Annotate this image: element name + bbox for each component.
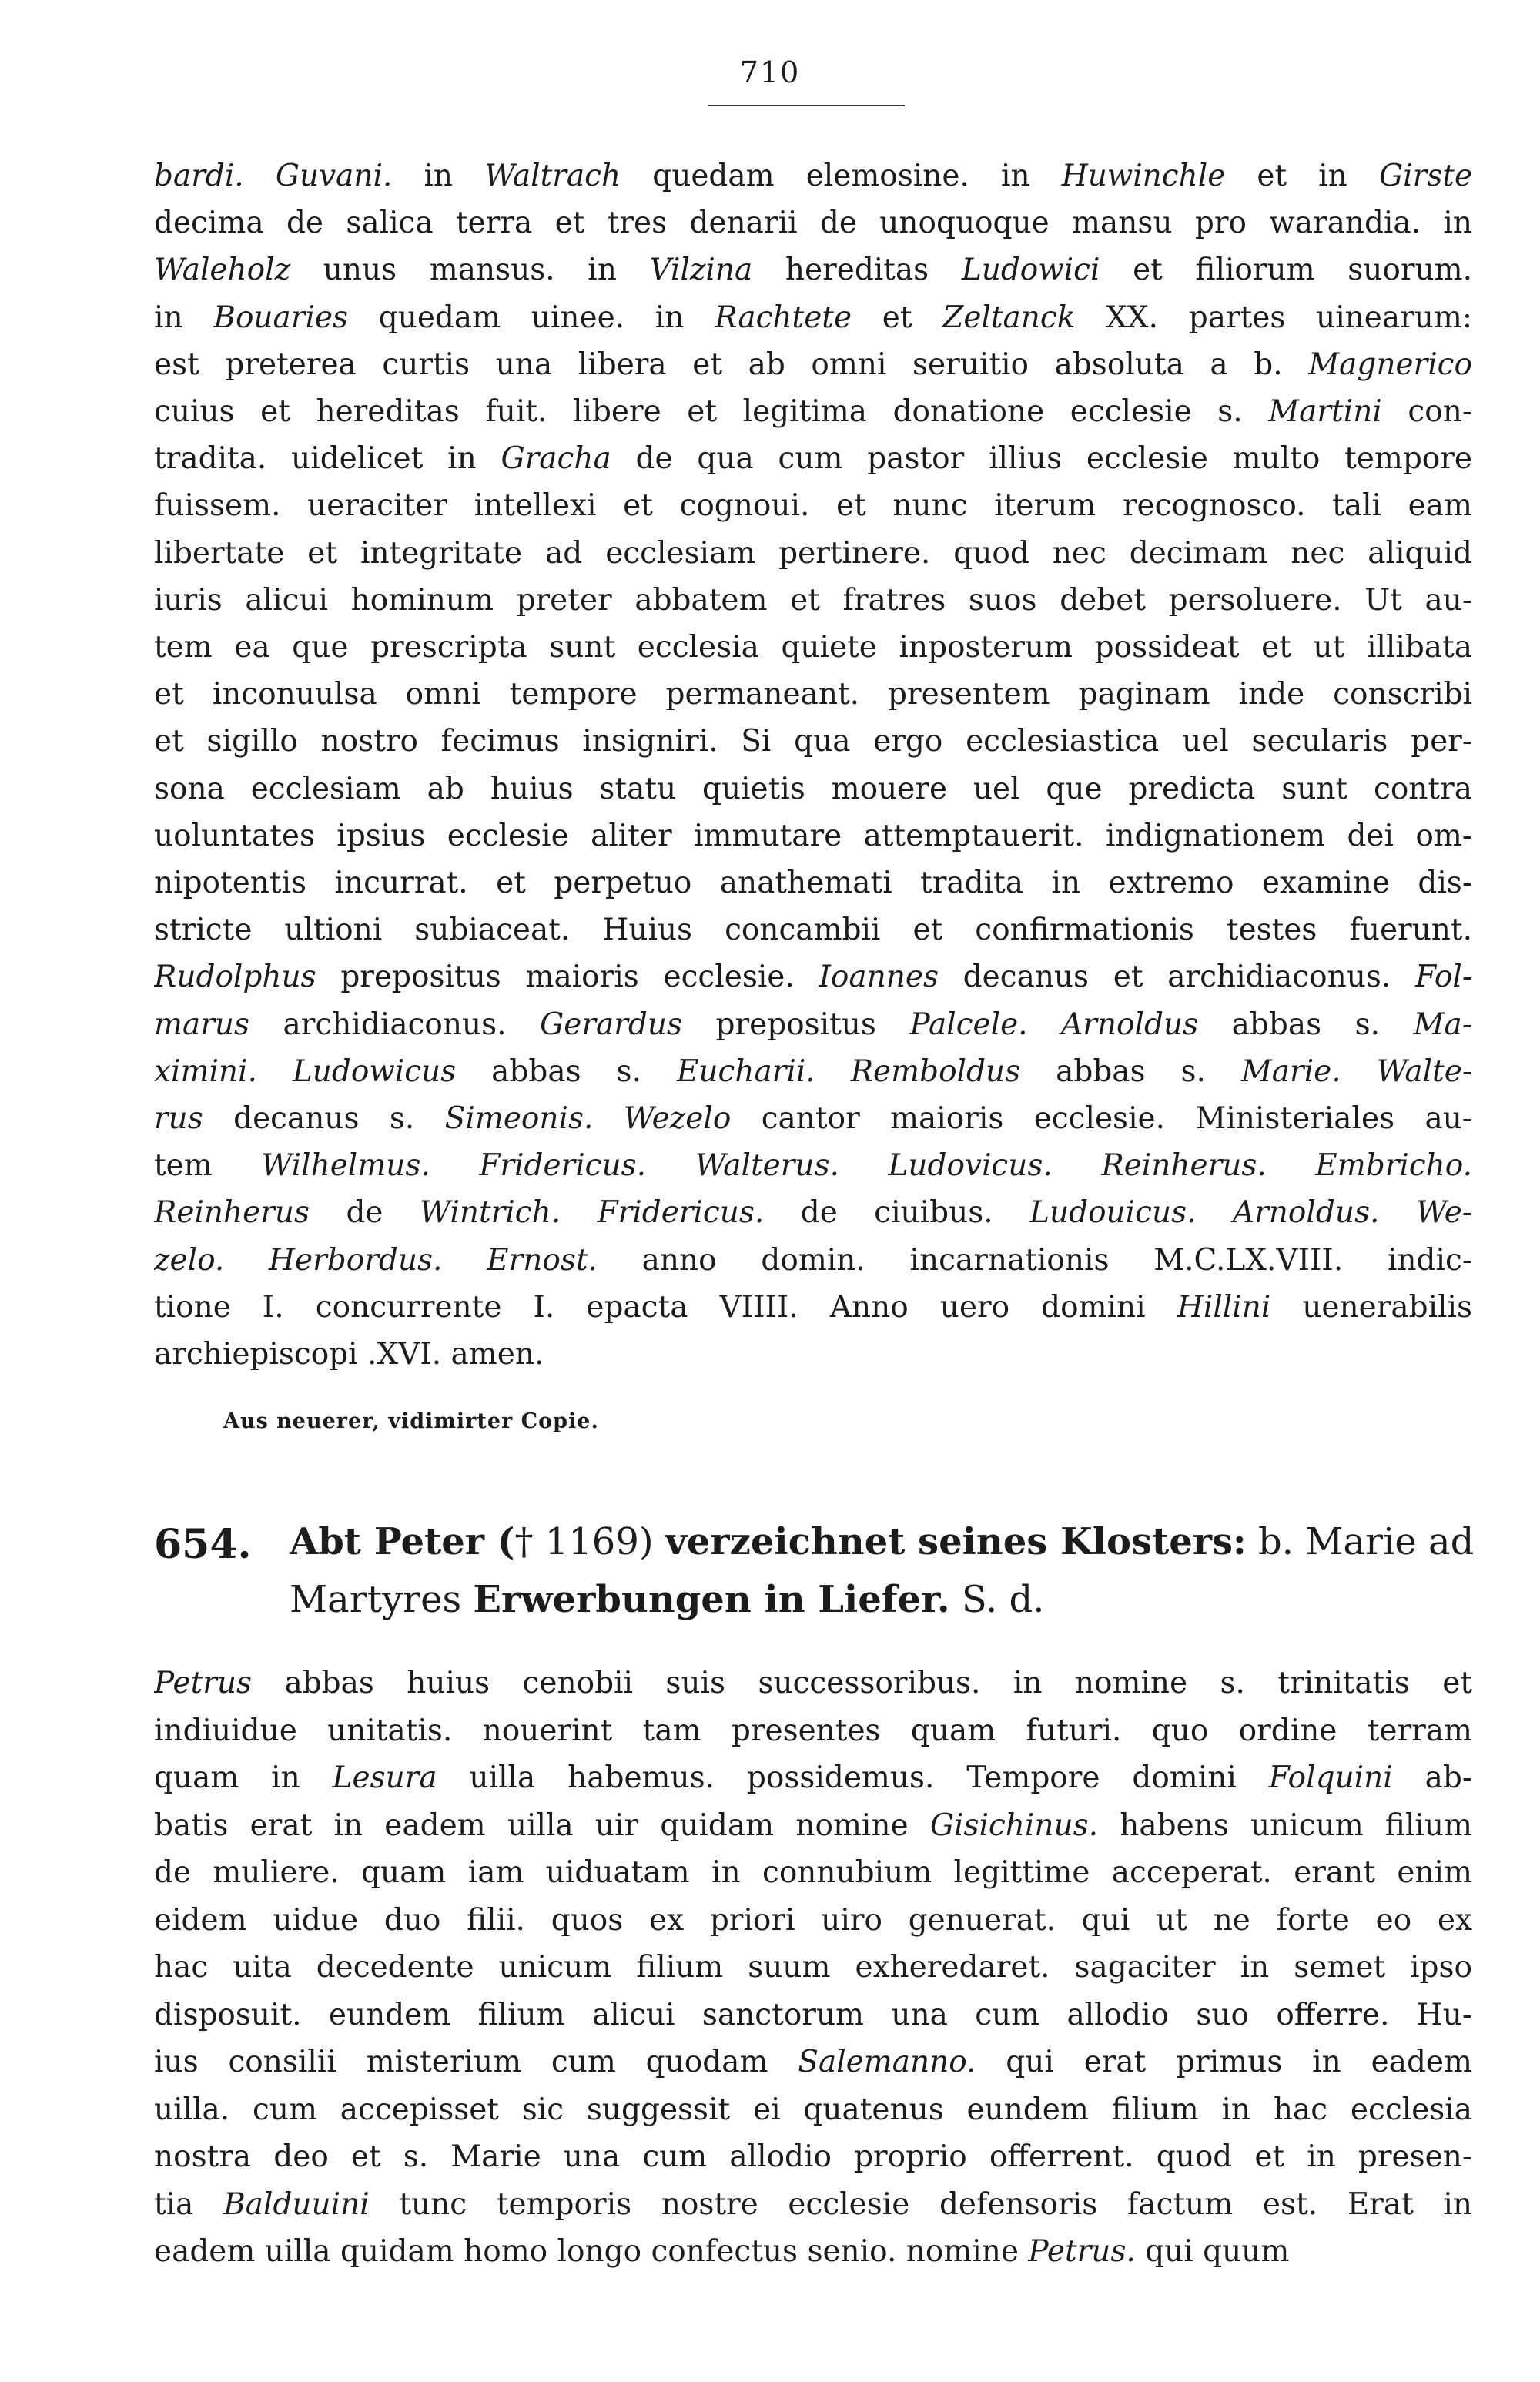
italic-name: Wilhelmus. xyxy=(261,1148,430,1184)
text-run: et filiorum suorum. xyxy=(1100,253,1472,288)
text-run: et xyxy=(852,300,943,335)
italic-name: Walte- xyxy=(1376,1054,1472,1089)
text-run: quedam elemosine. in xyxy=(621,159,1062,193)
italic-name: Girste xyxy=(1378,159,1472,193)
italic-name: We- xyxy=(1415,1195,1472,1231)
text-line xyxy=(154,2183,1472,2227)
text-line xyxy=(154,1945,1472,1990)
text-line xyxy=(154,1851,1472,1895)
italic-name: Ludovicus. xyxy=(888,1148,1053,1184)
text-line xyxy=(154,201,1472,246)
text-run: abbas s. xyxy=(1020,1054,1241,1089)
heading-line xyxy=(290,1573,1472,1626)
text-line xyxy=(154,154,1472,199)
text-run: qui quum xyxy=(1135,2234,1290,2269)
italic-name: Martini xyxy=(1268,394,1382,429)
text-run: habens unicum filium xyxy=(1098,1807,1472,1843)
text-line xyxy=(154,437,1472,481)
italic-name: Rachtete xyxy=(715,300,852,335)
text-run xyxy=(561,1195,597,1230)
text-run xyxy=(1341,1054,1377,1089)
italic-name: Arnoldus. xyxy=(1232,1195,1380,1231)
italic-name: Balduuini xyxy=(223,2186,370,2222)
italic-name: Fol- xyxy=(1414,960,1472,995)
text-run xyxy=(224,1243,269,1278)
text-run: prepositus maioris ecclesie. xyxy=(316,960,819,995)
italic-name: Reinherus. xyxy=(1101,1148,1267,1184)
italic-name: Guvani. xyxy=(275,159,393,193)
italic-name: Waleholz xyxy=(154,253,291,288)
text-run: cantor maioris ecclesie. Ministeriales au- xyxy=(731,1101,1472,1136)
text-run: quam in xyxy=(154,1761,333,1795)
text-run xyxy=(1028,1007,1062,1042)
text-line xyxy=(154,1709,1472,1754)
italic-name: Palcele. xyxy=(909,1007,1028,1042)
italic-name: Gisichinus. xyxy=(929,1807,1099,1843)
text-run xyxy=(430,1148,480,1183)
text-run: et in xyxy=(1225,159,1379,193)
italic-name: Ludouicus. xyxy=(1029,1195,1197,1231)
italic-name: Walterus. xyxy=(695,1148,839,1184)
italic-name: Wezelo xyxy=(623,1101,732,1136)
text-run: stricte ultioni subiaceat. Huius concambii et confirmationis testes fuerunt. xyxy=(154,913,1472,948)
text-run: quedam uinee. in xyxy=(348,300,715,335)
text-run: in xyxy=(154,300,214,335)
italic-name: bardi. xyxy=(154,159,276,193)
italic-name: Waltrach xyxy=(484,159,621,193)
text-run: est preterea curtis una libera et ab omni seruitio absoluta a b. xyxy=(154,347,1309,382)
page-number-rule xyxy=(708,105,905,106)
italic-name: Ludowicus xyxy=(292,1054,457,1089)
heading-fraktur-run: Erwerbungen in Liefer. xyxy=(473,1578,950,1621)
text-run xyxy=(646,1148,695,1183)
text-run xyxy=(593,1101,623,1136)
text-line xyxy=(154,343,1472,387)
italic-name: marus xyxy=(154,1007,250,1042)
text-run xyxy=(257,1054,293,1089)
heading-run: Martyres xyxy=(290,1578,474,1621)
text-run: de qua cum pastor illius ecclesie multo tempore xyxy=(611,441,1472,477)
text-run: unus mansus. in xyxy=(290,253,650,288)
text-run: de ciuibus. xyxy=(764,1195,1030,1231)
text-run: de muliere. quam iam uiduatam in connubium legittime acceperat. erant enim xyxy=(154,1855,1472,1890)
italic-name: Magnerico xyxy=(1308,347,1472,382)
text-line xyxy=(154,908,1472,953)
text-run: iuris alicui hominum preter abbatem et fratres suos debet persoluere. Ut au- xyxy=(154,582,1472,618)
text-run: tradita. uidelicet in xyxy=(154,441,501,477)
italic-name: Gracha xyxy=(500,441,611,477)
text-run: abbas huius cenobii suis successoribus. in nomine s. trinitatis et xyxy=(252,1666,1472,1700)
text-run: tem ea que prescripta sunt ecclesia quiete inposterum possideat et ut illibata xyxy=(154,630,1472,665)
text-run: uoluntates ipsius ecclesie aliter immutare attemptauerit. indignationem dei om- xyxy=(154,818,1472,853)
text-line xyxy=(154,955,1472,1000)
italic-name: Gerardus xyxy=(540,1007,682,1042)
text-line xyxy=(154,248,1472,293)
italic-name: ximini. xyxy=(154,1054,257,1089)
text-run: sona ecclesiam ab huius statu quietis mouere uel que predicta sunt contra xyxy=(154,771,1472,806)
italic-name: Ioannes xyxy=(819,960,939,995)
text-run: decanus et archidiaconus. xyxy=(938,960,1415,995)
italic-name: Folquini xyxy=(1268,1761,1393,1795)
italic-name: Ludowici xyxy=(961,253,1100,288)
italic-name: Fridericus. xyxy=(597,1195,765,1231)
text-run xyxy=(839,1148,889,1183)
text-line xyxy=(154,1804,1472,1848)
text-line xyxy=(154,1756,1472,1801)
text-line xyxy=(154,672,1472,717)
italic-name: Herbordus. xyxy=(269,1242,443,1278)
text-run: prepositus xyxy=(681,1007,910,1042)
italic-name: Ma- xyxy=(1413,1007,1472,1042)
text-line xyxy=(154,296,1472,340)
italic-name: Ernost. xyxy=(487,1242,598,1278)
italic-name: Petrus. xyxy=(1028,2234,1136,2269)
italic-name: Fridericus. xyxy=(479,1148,647,1184)
source-note: Aus neuerer, vidimirter Copie. xyxy=(223,1409,599,1433)
text-line xyxy=(154,1050,1472,1094)
heading-run: † 1169) xyxy=(514,1520,665,1563)
text-line xyxy=(154,1238,1472,1283)
text-line xyxy=(154,2230,1472,2274)
italic-name: Lesura xyxy=(332,1761,437,1795)
heading-fraktur-run: Abt Peter ( xyxy=(290,1520,515,1563)
text-run xyxy=(1379,1195,1415,1230)
text-line xyxy=(154,1332,1472,1377)
italic-name: Embricho. xyxy=(1315,1148,1472,1184)
text-run: ab- xyxy=(1392,1761,1472,1795)
text-run: tunc temporis nostre ecclesie defensoris factum est. Erat in xyxy=(369,2186,1472,2222)
text-run: et sigillo nostro fecimus insigniri. Si qua ergo ecclesiastica uel secularis per- xyxy=(154,724,1472,759)
text-run: disposuit. eundem filium alicui sanctorum una cum allodio suo offerre. Hu- xyxy=(154,1997,1472,2032)
italic-name: Bouaries xyxy=(213,300,349,335)
text-run: tione I. concurrente I. epacta VIIII. Anno uero domini xyxy=(154,1289,1177,1325)
heading-fraktur-run: verzeichnet seines Klosters: xyxy=(665,1520,1247,1563)
text-run xyxy=(1267,1148,1316,1183)
italic-name: Hillini xyxy=(1177,1289,1271,1325)
page-number: 710 xyxy=(739,55,801,89)
italic-name: Eucharii. xyxy=(676,1054,815,1089)
text-run: hereditas xyxy=(752,253,962,288)
italic-name: zelo. xyxy=(154,1242,225,1278)
text-line xyxy=(154,1661,1472,1706)
text-line xyxy=(154,767,1472,812)
text-run: archidiaconus. xyxy=(249,1007,541,1042)
text-line xyxy=(154,1144,1472,1188)
text-run: libertate et integritate ad ecclesiam pertinere. quod nec decimam nec aliquid xyxy=(154,535,1472,571)
italic-name: Petrus xyxy=(154,1666,253,1700)
text-line xyxy=(154,1097,1472,1141)
text-run: con- xyxy=(1381,394,1472,429)
text-line xyxy=(154,2135,1472,2179)
text-line xyxy=(154,814,1472,859)
italic-name: Reinherus xyxy=(154,1195,310,1231)
text-run: nipotentis incurrat. et perpetuo anathemati tradita in extremo examine dis- xyxy=(154,866,1472,900)
text-run: archiepiscopi .XVI. amen. xyxy=(154,1337,544,1372)
italic-name: Zeltanck xyxy=(942,300,1076,335)
text-run: tia xyxy=(154,2186,224,2222)
italic-name: Wintrich. xyxy=(419,1195,561,1231)
text-run: decima de salica terra et tres denarii de unoquoque mansu pro warandia. in xyxy=(154,206,1472,241)
text-run: abbas s. xyxy=(456,1054,677,1089)
text-line xyxy=(154,1285,1472,1330)
italic-name: Rudolphus xyxy=(154,960,316,995)
text-line xyxy=(154,578,1472,623)
text-run xyxy=(815,1054,851,1089)
text-line xyxy=(154,1898,1472,1943)
text-run xyxy=(442,1243,487,1278)
heading-run: b. Marie ad xyxy=(1246,1520,1475,1563)
text-run: fuissem. ueraciter intellexi et cognoui. et nunc iterum recognosco. tali eam xyxy=(154,488,1472,524)
text-run: uilla. cum accepisset sic suggessit ei quatenus eundem filium in hac ecclesia xyxy=(154,2092,1472,2127)
text-line xyxy=(154,1191,1472,1235)
text-line xyxy=(154,484,1472,528)
italic-name: rus xyxy=(154,1101,203,1136)
text-line xyxy=(154,531,1472,576)
text-line xyxy=(154,1003,1472,1047)
heading-run: S. d. xyxy=(949,1578,1045,1621)
text-run: ius consilii misterium cum quodam xyxy=(154,2045,798,2079)
italic-name: Simeonis. xyxy=(444,1101,594,1136)
text-run: uilla habemus. possidemus. Tempore domini xyxy=(437,1761,1269,1795)
italic-name: Remboldus xyxy=(850,1054,1021,1089)
text-run: eidem uidue duo filii. quos ex priori uiro genuerat. qui ut ne forte eo ex xyxy=(154,1902,1472,1938)
text-line xyxy=(154,719,1472,764)
document-number: 654. xyxy=(154,1521,252,1568)
text-line xyxy=(154,390,1472,434)
text-run: uenerabilis xyxy=(1270,1289,1472,1325)
italic-name: Marie. xyxy=(1240,1054,1341,1089)
text-run: qui erat primus in eadem xyxy=(976,2045,1472,2079)
text-run: abbas s. xyxy=(1198,1007,1414,1042)
text-run xyxy=(1053,1148,1102,1183)
text-run xyxy=(1197,1195,1233,1230)
text-run: batis erat in eadem uilla uir quidam nomine xyxy=(154,1807,930,1843)
text-run: nostra deo et s. Marie una cum allodio proprio offerrent. quod et in presen- xyxy=(154,2139,1472,2174)
italic-name: Huwinchle xyxy=(1061,159,1226,193)
italic-name: Vilzina xyxy=(649,253,753,288)
text-run: tem xyxy=(154,1148,262,1184)
text-run: de xyxy=(310,1195,420,1231)
text-run: decanus s. xyxy=(203,1101,445,1136)
text-run: anno domin. incarnationis M.C.LX.VIII. indic- xyxy=(597,1242,1472,1278)
text-run: et inconuulsa omni tempore permaneant. presentem paginam inde conscribi xyxy=(154,677,1472,712)
italic-name: Arnoldus xyxy=(1061,1007,1199,1042)
text-run: indiuidue unitatis. nouerint tam presentes quam futuri. quo ordine terram xyxy=(154,1713,1472,1748)
text-run: hac uita decedente unicum filium suum exheredaret. sagaciter in semet ipso xyxy=(154,1950,1472,1985)
text-line xyxy=(154,861,1472,906)
text-run: XX. partes uinearum: xyxy=(1075,300,1472,335)
text-line xyxy=(154,2088,1472,2132)
text-run: eadem uilla quidam homo longo confectus senio. nomine xyxy=(154,2234,1029,2269)
text-line xyxy=(154,1993,1472,2038)
text-line xyxy=(154,625,1472,670)
text-line xyxy=(154,2040,1472,2085)
heading-line xyxy=(290,1516,1475,1568)
italic-name: Salemanno. xyxy=(798,2045,976,2079)
text-run: cuius et hereditas fuit. libere et legitima donatione ecclesie s. xyxy=(154,394,1269,429)
text-run: in xyxy=(392,159,485,193)
